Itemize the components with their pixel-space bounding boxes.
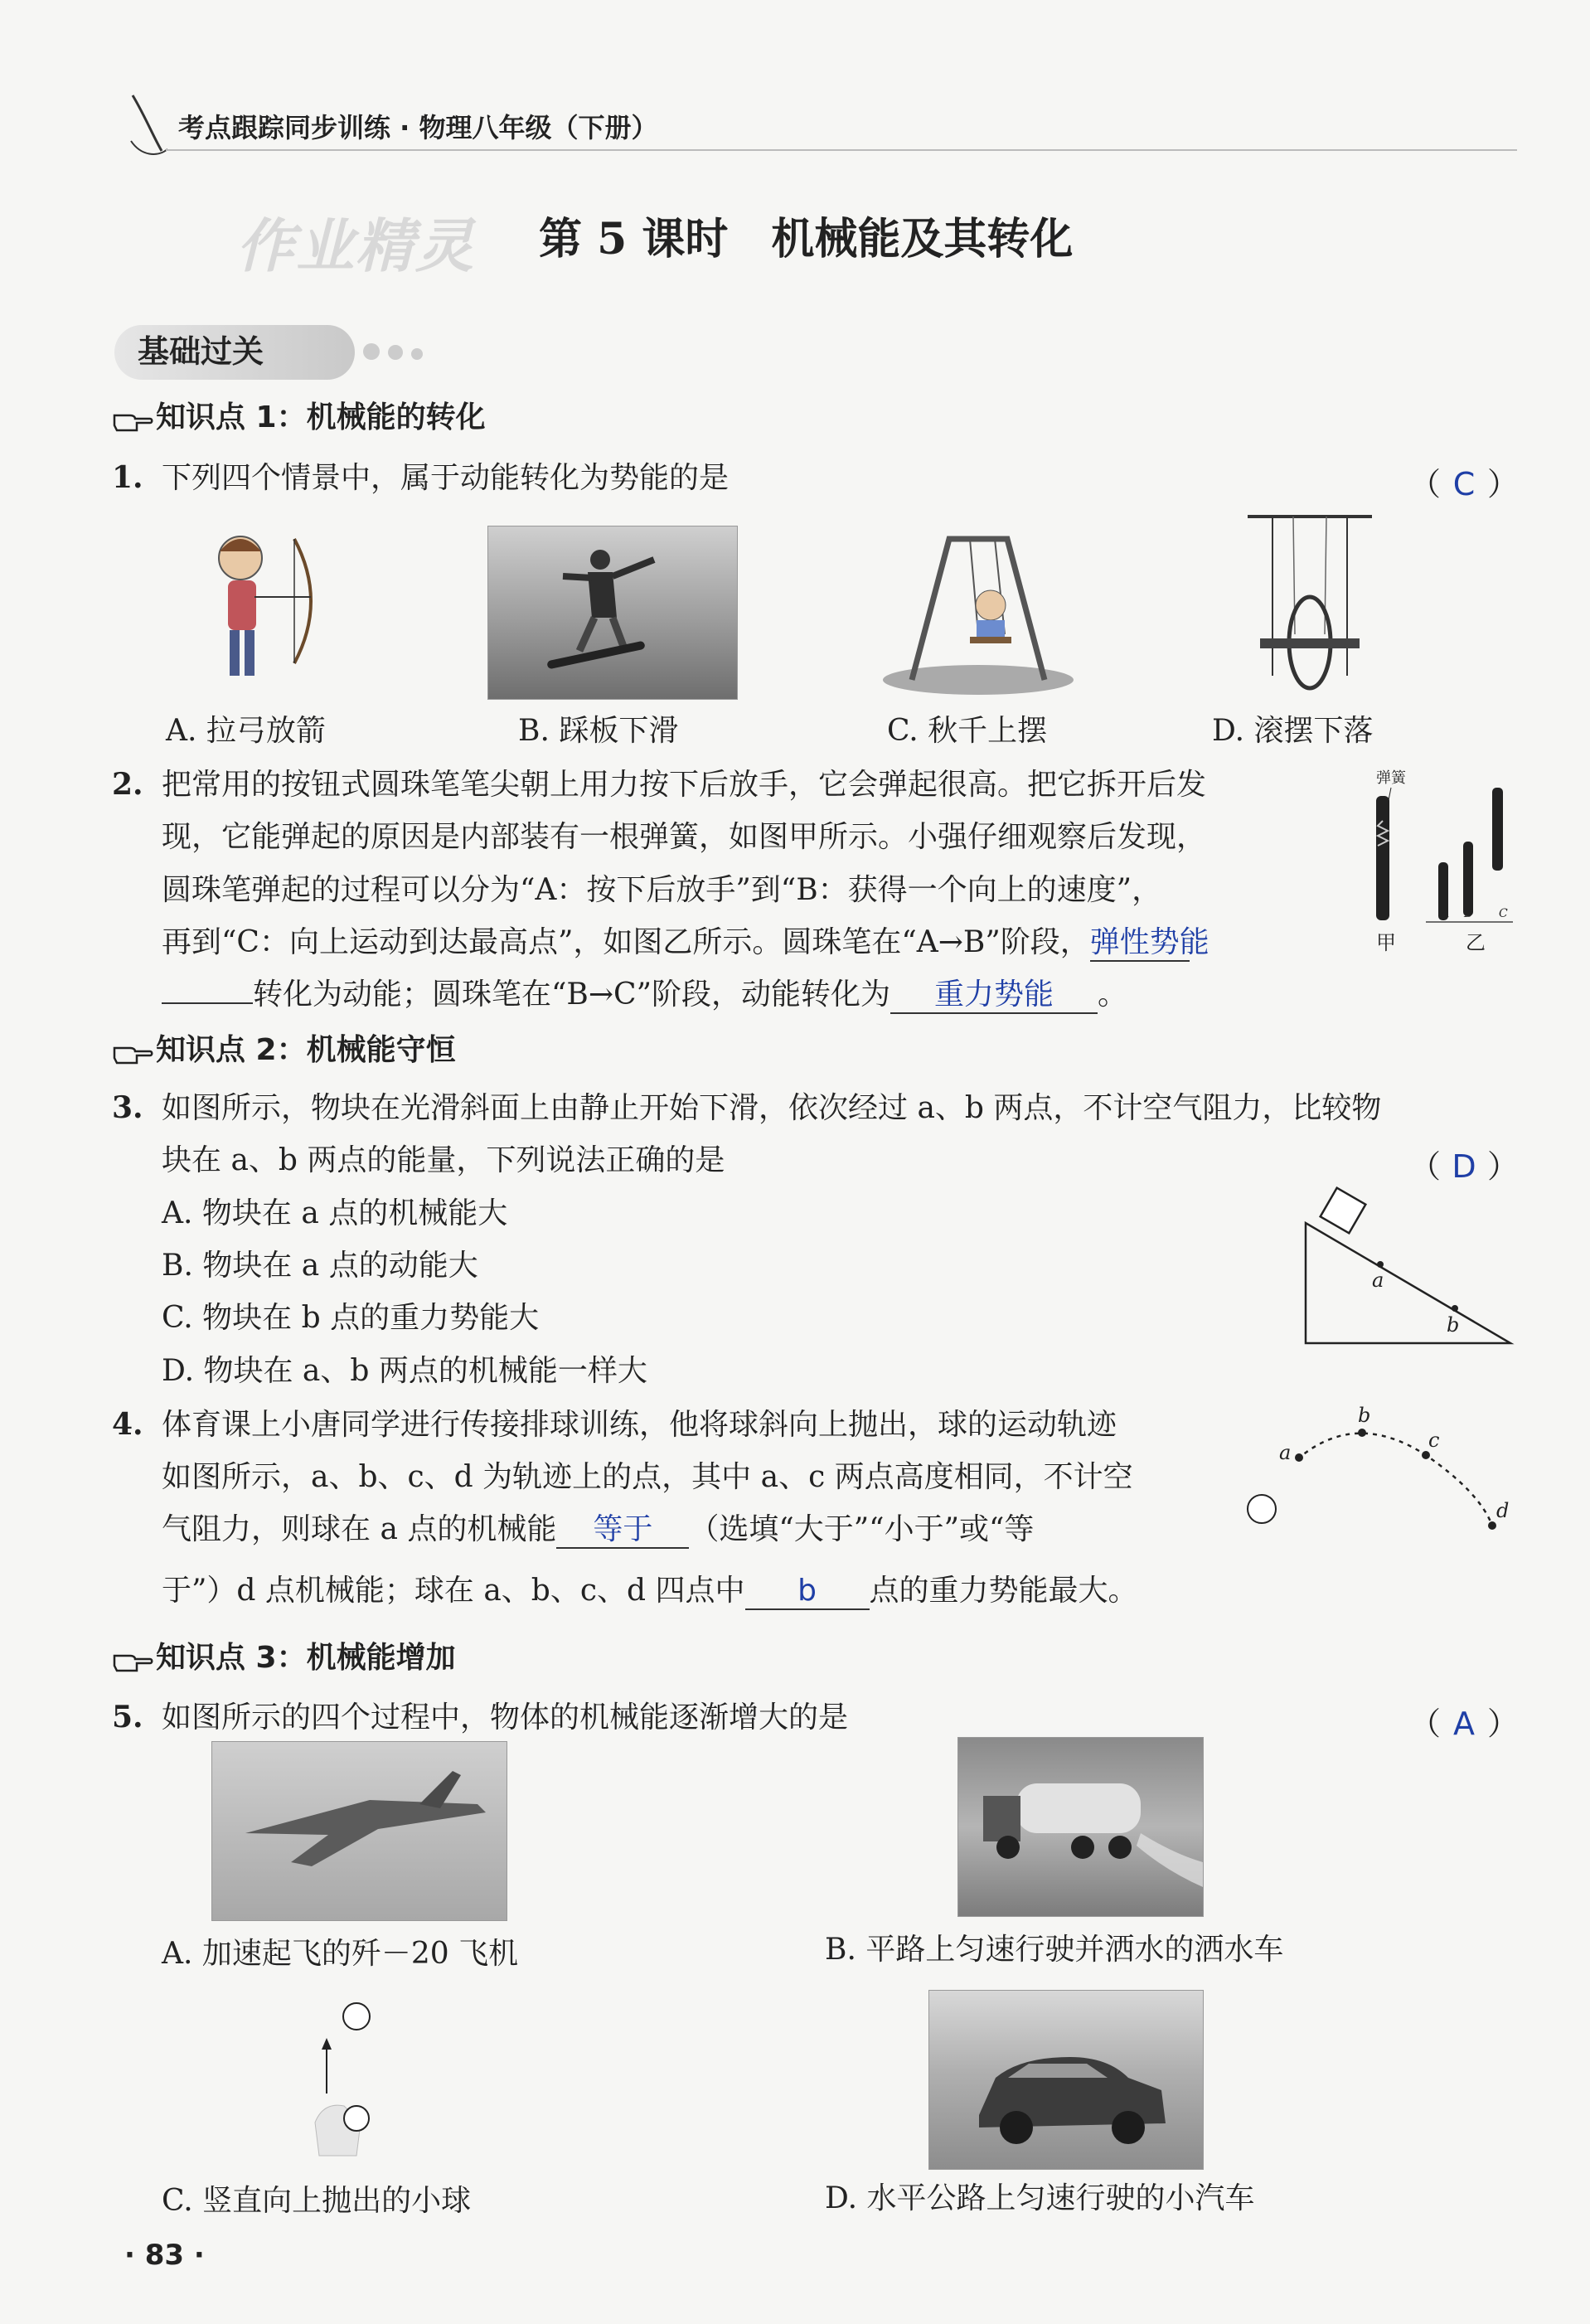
q2-line-2: 现，它能弹起的原因是内部装有一根弹簧，如图甲所示。小强仔细观察后发现， — [162, 820, 1207, 854]
fig-label-yi: 乙 — [1466, 931, 1486, 953]
fig-point-a: A — [1441, 907, 1450, 920]
sprinkler-truck-photo — [957, 1737, 1204, 1917]
q4-line-2: 如图所示，a、b、c、d 为轨迹上的点，其中 a、c 两点高度相同，不计空 — [162, 1460, 1133, 1494]
q1-option-a: A. 拉弓放箭 — [166, 714, 326, 748]
trajectory-point-a: a — [1279, 1441, 1292, 1464]
q2-number: 2. — [112, 767, 143, 802]
archer-girl-image — [195, 526, 327, 692]
q1-option-c: C. 秋千上摆 — [887, 714, 1048, 748]
trajectory-point-c: c — [1428, 1429, 1440, 1452]
q3-line-2: 块在 a、b 两点的能量，下列说法正确的是 — [162, 1143, 725, 1177]
knowledge-point-1: 知识点 1：机械能的转化 — [156, 400, 486, 434]
q4-line-4 — [162, 1573, 1138, 1610]
banner-dots — [363, 343, 423, 363]
q4-line-1: 体育课上小唐同学进行传接排球训练，他将球斜向上抛出，球的运动轨迹 — [162, 1408, 1117, 1442]
q1-number: 1. — [112, 460, 143, 495]
q3-option-a: A. 物块在 a 点的机械能大 — [162, 1196, 508, 1230]
q4-line-4-text: 于”）d 点机械能；球在 a、b、c、d 四点中 — [162, 1574, 745, 1608]
q1-option-b: B. 踩板下滑 — [518, 714, 679, 748]
q5-option-c: C. 竖直向上抛出的小球 — [162, 2184, 472, 2218]
jet-fighter-photo — [211, 1741, 507, 1921]
section-banner — [114, 325, 355, 380]
ball-trajectory-figure — [1239, 1401, 1521, 1546]
q2-blank-2[interactable]: 重力势能 — [890, 977, 1098, 1014]
q4-blank-1[interactable]: 等于 — [556, 1511, 689, 1549]
pointing-hand-icon — [112, 1041, 153, 1066]
q3-option-c: C. 物块在 b 点的重力势能大 — [162, 1301, 540, 1335]
pen-spring-figure — [1360, 763, 1517, 953]
pointing-hand-icon — [112, 409, 153, 434]
q5-option-d: D. 水平公路上匀速行驶的小汽车 — [825, 2181, 1255, 2215]
incline-point-b: b — [1447, 1313, 1460, 1337]
q1-option-d: D. 滚摆下落 — [1212, 714, 1374, 748]
q2-line-1: 把常用的按钮式圆珠笔笔尖朝上用力按下后放手，它会弹起很高。把它拆开后发 — [162, 768, 1207, 802]
q5-answer: A — [1453, 1705, 1476, 1742]
q4-number: 4. — [112, 1407, 143, 1442]
q5-option-a: A. 加速起飞的歼－20 飞机 — [162, 1937, 519, 1971]
q2-blank-1-continued — [162, 1002, 253, 1004]
fig-point-c: C — [1499, 907, 1508, 920]
q2-line-5-end: 。 — [1097, 978, 1127, 1012]
swing-image — [879, 522, 1078, 696]
knowledge-point-3: 知识点 3：机械能增加 — [156, 1641, 456, 1675]
q2-line-3: 圆珠笔弹起的过程可以分为“A：按下后放手”到“B：获得一个向上的速度”， — [162, 873, 1162, 907]
q5-answer-bracket: （ A ） — [1409, 1705, 1520, 1742]
q4-line-3-rest: （选填“大于”“小于”或“等 — [689, 1512, 1035, 1546]
q1-answer: C — [1452, 466, 1476, 502]
q3-option-d: D. 物块在 a、b 两点的机械能一样大 — [162, 1354, 647, 1388]
q5-number: 5. — [112, 1700, 143, 1735]
header-rule — [166, 149, 1517, 151]
q5-option-b: B. 平路上匀速行驶并洒水的洒水车 — [825, 1933, 1284, 1967]
watermark-logo: 作业精灵 — [236, 212, 475, 280]
q3-number: 3. — [112, 1090, 143, 1125]
fig-point-b: B — [1464, 907, 1473, 920]
q4-line-3-text: 气阻力，则球在 a 点的机械能 — [162, 1512, 557, 1546]
incline-point-a: a — [1372, 1269, 1384, 1292]
maxwell-wheel-image — [1243, 510, 1376, 701]
q3-line-1: 如图所示，物块在光滑斜面上由静止开始下滑，依次经过 a、b 两点，不计空气阻力，比较物 — [162, 1091, 1382, 1125]
q2-blank-1[interactable]: 弹性势能 — [1090, 924, 1190, 962]
page-number: · 83 · — [124, 2239, 205, 2272]
q5-stem: 如图所示的四个过程中，物体的机械能逐渐增大的是 — [162, 1701, 849, 1735]
q4-blank-2[interactable]: b — [745, 1573, 870, 1610]
q3-answer-bracket: （ D ） — [1409, 1148, 1520, 1185]
q4-line-3 — [162, 1511, 1034, 1549]
q2-line-5-text: 转化为动能；圆珠笔在“B→C”阶段，动能转化为 — [253, 978, 890, 1012]
section-banner-label: 基础过关 — [138, 333, 264, 370]
fig-spring-label: 弹簧 — [1376, 769, 1406, 787]
q3-answer: D — [1452, 1148, 1476, 1185]
pointing-hand-icon — [112, 1649, 153, 1674]
q1-stem: 下列四个情景中，属于动能转化为势能的是 — [162, 461, 730, 495]
q2-line-5 — [162, 977, 1127, 1014]
header-feather-icon — [124, 91, 174, 158]
incline-figure — [1293, 1186, 1517, 1351]
trajectory-point-b: b — [1358, 1404, 1371, 1427]
skateboard-photo — [487, 526, 738, 700]
q4-line-4-rest: 点的重力势能最大。 — [869, 1574, 1138, 1608]
trajectory-point-d: d — [1496, 1499, 1510, 1522]
book-title: 考点跟踪同步训练 · 物理八年级（下册） — [178, 112, 658, 143]
car-photo — [928, 1990, 1204, 2170]
q1-answer-bracket: （ C ） — [1409, 466, 1520, 502]
knowledge-point-2: 知识点 2：机械能守恒 — [156, 1033, 456, 1067]
q3-option-b: B. 物块在 a 点的动能大 — [162, 1249, 478, 1283]
q2-line-4 — [162, 924, 1209, 962]
fig-label-jia: 甲 — [1376, 931, 1396, 953]
lesson-title: 第 5 课时 机械能及其转化 — [539, 214, 1074, 264]
thrown-ball-figure — [298, 1998, 398, 2164]
q2-line-4-text: 再到“C：向上运动到达最高点”，如图乙所示。圆珠笔在“A→B”阶段， — [162, 925, 1090, 959]
